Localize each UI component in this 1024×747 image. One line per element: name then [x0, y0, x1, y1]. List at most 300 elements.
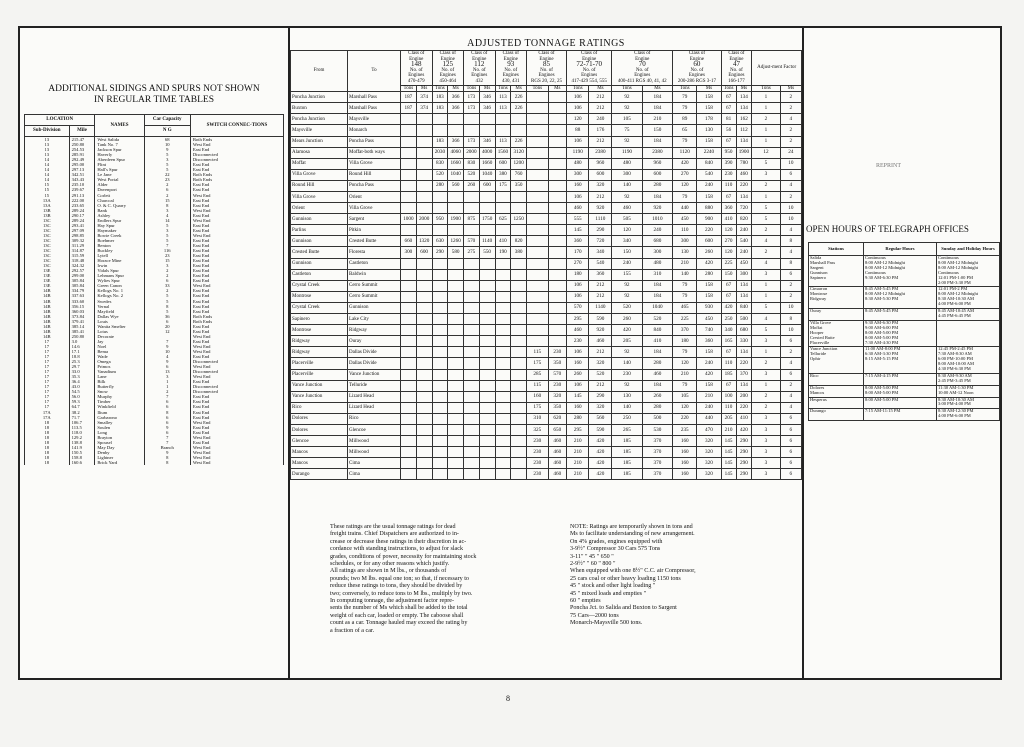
tons-cell: 81 — [721, 114, 736, 125]
switch-cell: East End — [190, 182, 283, 187]
capacity-cell: 5 — [144, 223, 190, 228]
engine-class-l3: No. of — [441, 67, 455, 73]
ms-cell — [479, 380, 495, 391]
siding-name-cell: Ashley — [95, 213, 144, 218]
subdivision-cell: 17 — [25, 344, 70, 349]
ms-cell — [416, 358, 432, 369]
sunday-line: Continuous — [938, 269, 959, 275]
tons-cell: 79 — [673, 192, 697, 203]
regular-cell — [864, 320, 937, 347]
capacity-cell: 3 — [144, 208, 190, 213]
tons-cell: 830 — [464, 158, 480, 169]
ms-cell: 1660 — [479, 158, 495, 169]
ms-cell — [548, 147, 566, 158]
mile-cell: 290.17 — [69, 213, 95, 218]
mile-cell: 36.4 — [69, 379, 95, 384]
engine-class-l1: Class of — [439, 51, 456, 56]
tons-cell — [401, 391, 417, 402]
ms-cell: 680 — [642, 236, 673, 247]
ms-subheader: Ms — [479, 85, 495, 92]
ms-cell: 134 — [736, 192, 752, 203]
regular-line: 8:00 AM-5:00 PM — [865, 389, 899, 395]
tons-cell: 183 — [432, 103, 448, 114]
tons-cell: 300 — [567, 169, 589, 180]
ms-cell — [548, 225, 566, 236]
stations-line: Montrose — [810, 291, 828, 297]
reprint-stamp: REPRINT — [876, 163, 902, 169]
ms-cell — [511, 458, 527, 469]
subdivision-cell: 14 — [25, 172, 70, 177]
ms-cell — [548, 125, 566, 136]
tons-cell — [401, 402, 417, 413]
switch-cell: West End — [190, 364, 283, 369]
from-cell: Castleton — [291, 269, 348, 280]
ms-cell: 460 — [736, 169, 752, 180]
ms-cell: 158 — [697, 136, 721, 147]
switch-cell: East End — [190, 339, 283, 344]
tons-cell: 92 — [612, 380, 642, 391]
tons-cell — [495, 436, 511, 447]
ms-cell — [511, 336, 527, 347]
tons-cell: 225 — [673, 314, 697, 325]
tonnage-row — [291, 469, 802, 480]
tonnage-row — [291, 92, 802, 103]
ms-cell — [479, 458, 495, 469]
mile-cell: 314.87 — [69, 248, 95, 253]
stations-line: Hesperus — [810, 396, 827, 402]
from-cell: Crystal Creek — [291, 302, 348, 313]
tons-cell — [464, 280, 480, 291]
siding-name-cell: Decorate — [95, 334, 144, 339]
capacity-cell: 8 — [144, 460, 190, 465]
subdivision-cell: 13A — [25, 198, 70, 203]
engine-class-code: 148 — [411, 60, 422, 69]
mile-cell: 285.91 — [69, 152, 95, 157]
switch-cell: East End — [190, 288, 283, 293]
tons-cell — [527, 280, 549, 291]
tons-cell — [464, 424, 480, 435]
tons-cell — [464, 380, 480, 391]
sunday-cell — [937, 320, 1000, 347]
ms-cell — [479, 269, 495, 280]
tons-cell: 325 — [527, 424, 549, 435]
ms-cell: 1140 — [589, 302, 612, 313]
ms-cell — [548, 280, 566, 291]
adjust-ms-cell: 4 — [780, 247, 801, 258]
stations-line: Moffat — [810, 324, 823, 330]
tons-cell — [495, 269, 511, 280]
ms-cell: 920 — [589, 325, 612, 336]
from-cell: Buxton — [291, 103, 348, 114]
tons-cell — [464, 436, 480, 447]
siding-name-cell: Vernal — [95, 304, 144, 309]
ms-cell: 226 — [511, 103, 527, 114]
ms-cell — [416, 158, 432, 169]
tons-cell — [464, 269, 480, 280]
tons-cell — [432, 391, 448, 402]
note-line: sents the number of Ms which shall be added to the total — [330, 605, 468, 612]
subdivision-cell: 15 — [25, 187, 70, 192]
tons-cell — [464, 114, 480, 125]
switch-cell: East End — [190, 394, 283, 399]
from-cell: Mears Junction — [291, 136, 348, 147]
ms-cell: 366 — [448, 103, 464, 114]
siding-name-cell: Smalley — [95, 420, 144, 425]
mile-cell: 106.7 — [69, 420, 95, 425]
ms-cell: 290 — [589, 391, 612, 402]
tons-subheader: Tons — [432, 85, 448, 92]
engine-class-l3: No. of — [730, 67, 743, 73]
ms-cell — [548, 114, 566, 125]
siding-name-cell: Haymaker — [95, 228, 144, 233]
stations-line: Vance Junction — [810, 346, 838, 352]
to-cell: Baldwin — [348, 269, 401, 280]
tons-cell: 210 — [567, 436, 589, 447]
capacity-cell: Branch — [144, 445, 190, 450]
ms-cell: 1040 — [448, 169, 464, 180]
capacity-cell: 7 — [144, 440, 190, 445]
stations-cell — [809, 409, 864, 421]
ms-cell — [416, 225, 432, 236]
mile-cell: 233.65 — [69, 203, 95, 208]
regular-cell — [864, 397, 937, 409]
ms-cell — [448, 447, 464, 458]
capacity-cell: 4 — [144, 213, 190, 218]
tons-cell: 165 — [721, 336, 736, 347]
capacity-cell: 8 — [144, 410, 190, 415]
ms-cell: 1040 — [479, 169, 495, 180]
tons-cell: 185 — [721, 369, 736, 380]
ms-cell — [548, 314, 566, 325]
ms-cell — [416, 180, 432, 191]
tons-cell: 1120 — [673, 147, 697, 158]
tons-cell — [527, 158, 549, 169]
ms-cell: 290 — [589, 225, 612, 236]
ms-cell: 2240 — [697, 147, 721, 158]
tons-cell: 120 — [612, 225, 642, 236]
ms-cell: 360 — [589, 269, 612, 280]
engine-class-l3: No. of — [540, 67, 553, 73]
siding-name-cell: Spousel — [95, 440, 144, 445]
from-cell: Ridgway — [291, 347, 348, 358]
siding-name-cell: Bema — [95, 349, 144, 354]
ms-cell: 4000 — [479, 147, 495, 158]
tons-cell — [495, 369, 511, 380]
ms-cell: 366 — [448, 92, 464, 103]
tons-cell: 280 — [567, 413, 589, 424]
tons-cell: 106 — [567, 347, 589, 358]
regular-line: 7:30 AM-4:30 PM — [865, 339, 899, 345]
adjust-tons-cell: 5 — [752, 302, 780, 313]
subdivision-cell: 13C — [25, 223, 70, 228]
mile-cell: 295.00 — [69, 162, 95, 167]
ms-cell — [511, 258, 527, 269]
mile-cell: 64.7 — [69, 404, 95, 409]
from-cell: Rico — [291, 402, 348, 413]
ms-cell: 720 — [589, 236, 612, 247]
from-cell: Durango — [291, 469, 348, 480]
tons-cell: 185 — [612, 458, 642, 469]
ms-cell: 184 — [642, 280, 673, 291]
siding-name-cell: Irwin — [95, 263, 144, 268]
subdivision-cell: 13C — [25, 218, 70, 223]
stations-line: Villa Grove — [810, 319, 832, 325]
tons-subheader: Tons — [401, 85, 417, 92]
siding-name-cell: West Portal — [95, 177, 144, 182]
tons-cell — [495, 380, 511, 391]
tons-cell — [527, 291, 549, 302]
subdivision-cell: 13E — [25, 278, 70, 283]
siding-name-cell: Snow — [95, 389, 144, 394]
engine-class-header — [401, 51, 433, 86]
regular-cell — [864, 373, 937, 385]
tons-cell — [527, 214, 549, 225]
capacity-cell: 7 — [144, 339, 190, 344]
regular-line: 8:00 AM-12 Midnight — [865, 259, 906, 265]
ms-cell: 260 — [642, 391, 673, 402]
switch-cell: West End — [190, 334, 283, 339]
adjust-ms-cell: 8 — [780, 258, 801, 269]
to-cell: Lake City — [348, 314, 401, 325]
engine-class-nums: 450-464 — [439, 78, 457, 84]
to-cell: Lizard Head — [348, 402, 401, 413]
siding-name-cell: Ilium — [95, 410, 144, 415]
ms-cell: 134 — [736, 291, 752, 302]
note-line: 3-11" " 45 " 650 " — [570, 553, 614, 560]
ms-cell — [416, 147, 432, 158]
ms-cell: 920 — [589, 203, 612, 214]
engine-class-l3: No. of — [635, 67, 649, 73]
switch-cell: East End — [190, 440, 283, 445]
ms-cell: 840 — [736, 302, 752, 313]
tons-cell: 150 — [721, 269, 736, 280]
siding-name-cell: Bowie Creek — [95, 233, 144, 238]
tons-cell — [527, 125, 549, 136]
tons-cell: 1190 — [567, 147, 589, 158]
switch-cell: East End — [190, 162, 283, 167]
stations-cell — [809, 373, 864, 385]
tons-cell: 67 — [721, 192, 736, 203]
tonnage-title: ADJUSTED TONNAGE RATINGS — [467, 38, 625, 49]
engine-class-code: 112 — [474, 60, 485, 69]
capacity-cell: 2 — [144, 389, 190, 394]
ms-cell: 520 — [589, 369, 612, 380]
ms-cell — [548, 103, 566, 114]
tons-cell — [495, 336, 511, 347]
mile-cell: 138.8 — [69, 440, 95, 445]
ms-cell — [548, 325, 566, 336]
adjust-tons-cell: 3 — [752, 336, 780, 347]
tons-cell: 420 — [721, 302, 736, 313]
tons-cell: 520 — [612, 302, 642, 313]
mile-cell: 215.47 — [69, 137, 95, 143]
siding-name-cell: Le Jane — [95, 172, 144, 177]
switch-cell: East End — [190, 243, 283, 248]
from-cell: Dolores — [291, 413, 348, 424]
stations-line: Ouray — [810, 308, 822, 314]
siding-name-cell: Long — [95, 430, 144, 435]
ms-cell — [479, 203, 495, 214]
tons-cell — [527, 92, 549, 103]
engine-class-code: 125 — [442, 60, 453, 69]
tons-cell — [401, 180, 417, 191]
from-cell: Mancos — [291, 458, 348, 469]
engine-class-l4: Engines — [581, 73, 598, 79]
switch-cell: West End — [190, 233, 283, 238]
subdivision-cell: 13 — [25, 142, 70, 147]
ms-cell: 570 — [548, 369, 566, 380]
tons-cell: 230 — [527, 447, 549, 458]
capacity-cell: 6 — [144, 364, 190, 369]
capacity-cell: 6 — [144, 420, 190, 425]
ms-cell: 134 — [736, 280, 752, 291]
ms-cell: 410 — [642, 336, 673, 347]
switch-cell: West End — [190, 450, 283, 455]
sunday-line: 8:30 AM-10:30 AM — [938, 396, 975, 402]
ms-cell — [511, 358, 527, 369]
tons-cell — [432, 203, 448, 214]
siding-name-cell: Swedes — [95, 299, 144, 304]
adjust-tons-cell: 2 — [752, 180, 780, 191]
capacity-cell: 2 — [144, 193, 190, 198]
switch-cell: East End — [190, 223, 283, 228]
mile-cell: 235.10 — [69, 182, 95, 187]
mile-cell: 299.00 — [69, 273, 95, 278]
tons-cell — [495, 402, 511, 413]
right-divider — [802, 28, 804, 678]
from-cell: Villa Grove — [291, 192, 348, 203]
engine-class-l4: Engines — [439, 73, 456, 79]
tonnage-row — [291, 180, 802, 191]
tons-cell — [401, 269, 417, 280]
ms-subheader: Ms — [448, 85, 464, 92]
tons-cell — [464, 125, 480, 136]
capacity-cell: 3 — [144, 374, 190, 379]
ms-cell — [479, 114, 495, 125]
tons-cell — [432, 291, 448, 302]
tonnage-row — [291, 413, 802, 424]
ms-cell — [448, 347, 464, 358]
to-cell: Crested Butte — [348, 236, 401, 247]
subdivision-cell: 13 — [25, 152, 70, 157]
from-cell: Poncha Junction — [291, 92, 348, 103]
subdivision-cell: 14B — [25, 314, 70, 319]
adjust-ms-cell: 6 — [780, 469, 801, 480]
ms-cell: 530 — [642, 424, 673, 435]
tons-cell: 113 — [495, 103, 511, 114]
adjust-ms-cell: 10 — [780, 214, 801, 225]
tons-cell: 67 — [721, 92, 736, 103]
ms-cell: 240 — [736, 225, 752, 236]
mile-header: Mile — [69, 126, 95, 137]
from-cell: Maysville — [291, 125, 348, 136]
ms-cell — [479, 336, 495, 347]
ms-cell: 134 — [736, 103, 752, 114]
tonnage-row — [291, 358, 802, 369]
mile-cell: 35.3 — [69, 374, 95, 379]
capacity-cell: 10 — [144, 142, 190, 147]
switch-cell: Disconnected — [190, 152, 283, 157]
telegraph-panel — [806, 28, 1000, 678]
tons-cell — [527, 192, 549, 203]
engine-class-l2: Engine — [503, 56, 518, 62]
tons-cell — [432, 447, 448, 458]
ms-cell: 1010 — [642, 214, 673, 225]
tons-cell: 295 — [567, 314, 589, 325]
ms-cell — [548, 180, 566, 191]
tons-cell — [432, 469, 448, 480]
subdivision-cell: 13C — [25, 243, 70, 248]
tons-cell: 235 — [673, 424, 697, 435]
mile-cell: 334.79 — [69, 288, 95, 293]
siding-name-cell: Brayton — [95, 435, 144, 440]
switch-cell: East End — [190, 410, 283, 415]
ms-cell: 2000 — [416, 214, 432, 225]
tons-cell — [432, 192, 448, 203]
tons-cell: 160 — [567, 402, 589, 413]
tons-cell — [401, 158, 417, 169]
tons-cell: 250 — [721, 314, 736, 325]
switch-cell: West End — [190, 349, 283, 354]
tons-cell — [432, 114, 448, 125]
ms-cell — [548, 236, 566, 247]
to-cell: Villa Grove — [348, 158, 401, 169]
ms-cell: 460 — [548, 458, 566, 469]
tons-cell — [401, 336, 417, 347]
subdivision-cell: 17 — [25, 339, 70, 344]
ms-cell: 290 — [736, 447, 752, 458]
ms-cell — [416, 391, 432, 402]
sunday-cell — [937, 256, 1000, 287]
tonnage-row — [291, 314, 802, 325]
tons-cell: 260 — [612, 314, 642, 325]
switch-cell: West End — [190, 455, 283, 460]
to-cell: Glencoe — [348, 424, 401, 435]
tonnage-row — [291, 247, 802, 258]
ms-cell — [511, 436, 527, 447]
adjust-ms-cell: 6 — [780, 169, 801, 180]
siding-name-cell: Tank No. 7 — [95, 142, 144, 147]
tonnage-row — [291, 436, 802, 447]
sidings-panel — [20, 28, 288, 678]
tonnage-row — [291, 280, 802, 291]
regular-line: 8:15 AM-5:15 PM — [865, 356, 899, 362]
ms-cell: 1250 — [511, 214, 527, 225]
engine-class-nums: 417-429 554, 555 — [571, 78, 607, 84]
engine-class-l1: Class of — [634, 51, 651, 56]
tons-cell — [495, 302, 511, 313]
sunday-line: 8:30 AM-12:30 PM — [938, 408, 974, 414]
tons-subheader: Tons — [673, 85, 697, 92]
sunday-line: 8:45 AM-10:45 AM — [938, 308, 975, 314]
ms-cell: 240 — [697, 180, 721, 191]
tons-cell — [464, 391, 480, 402]
page-number: 8 — [506, 694, 510, 703]
ms-cell: 158 — [697, 92, 721, 103]
ms-cell: 134 — [736, 136, 752, 147]
tons-cell — [527, 103, 549, 114]
capacity-cell: 9 — [144, 425, 190, 430]
ms-cell: 460 — [548, 447, 566, 458]
tons-cell: 120 — [567, 114, 589, 125]
sunday-cell — [937, 373, 1000, 385]
ms-cell — [448, 269, 464, 280]
adjust-ms-cell: 6 — [780, 413, 801, 424]
ms-cell: 420 — [697, 258, 721, 269]
ms-cell: 370 — [642, 458, 673, 469]
ms-cell — [548, 158, 566, 169]
engine-class-l2: Engine — [582, 56, 597, 62]
